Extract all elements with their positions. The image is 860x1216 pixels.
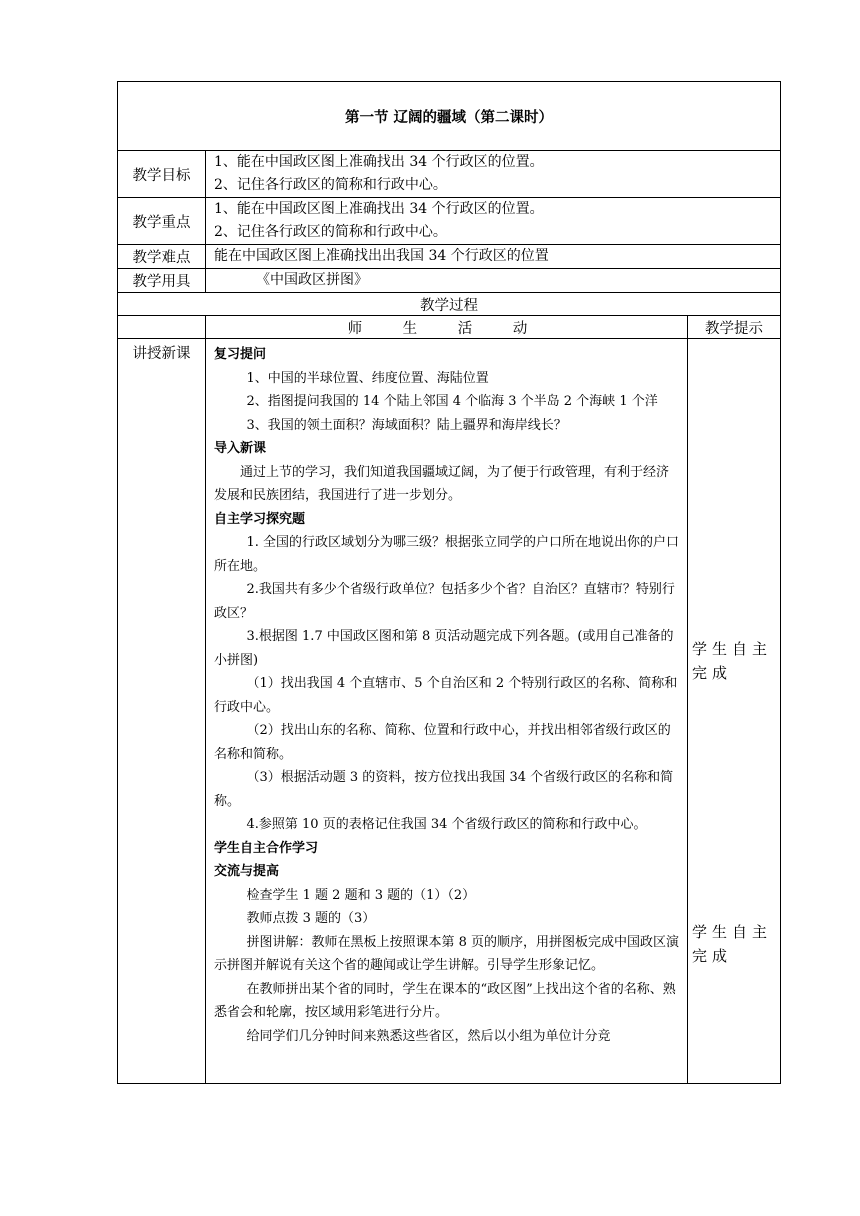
- exchange-item: 教师点拨 3 题的（3）: [246, 911, 376, 926]
- coop-heading: 学生自主合作学习: [214, 840, 319, 856]
- exchange-item: 在教师拼出某个省的同时，学生在课本的“政区图”上找出这个省的名称、熟悉省会和轮廓，按区域用彩笔进行分片。: [214, 981, 676, 1020]
- key-points-line: 2、记住各行政区的简称和行政中心。: [214, 224, 447, 240]
- key-points-line: 1、能在中国政区图上准确找出 34 个行政区的位置。: [214, 201, 544, 217]
- difficulty-label: 教学难点: [118, 245, 206, 269]
- hint-note: 学生自主完成: [692, 923, 773, 965]
- review-item: 3、我国的领土面积？海域面积？陆上疆界和海岸线长？: [246, 417, 567, 433]
- exchange-heading: 交流与提高: [214, 864, 280, 879]
- activity-header-text: 师 生 活 动: [347, 320, 546, 337]
- lesson-plan-table: [117, 81, 781, 1084]
- review-heading: 复习提问: [214, 347, 267, 362]
- review-item: 2、指图提问我国的 14 个陆上邻国 4 个临海 3 个半岛 2 个海峡 1 个洋: [246, 394, 658, 409]
- intro-heading: 导入新课: [214, 441, 267, 456]
- review-item: 1、中国的半球位置、纬度位置、海陆位置: [246, 370, 489, 386]
- explore-item: 1. 全国的行政区域划分为哪三级？根据张立同学的户口所在地说出你的户口所在地。: [214, 535, 680, 574]
- goals-line: 2、记住各行政区的简称和行政中心。: [214, 177, 447, 193]
- explore-item: 4.参照第 10 页的表格记住我国 34 个省级行政区的简称和行政中心。: [246, 817, 647, 832]
- exchange-item: 检查学生 1 题 2 题和 3 题的（1）（2）: [246, 887, 476, 903]
- hint-note: 学生自主完成: [692, 640, 773, 682]
- exchange-item: 拼图讲解：教师在黑板上按照课本第 8 页的顺序，用拼图板完成中国政区演示拼图并解说有关这个省的趣闻或让学生讲解。引导学生形象记忆。: [214, 934, 680, 973]
- explore-item: 3.根据图 1.7 中国政区图和第 8 页活动题完成下列各题。(或用自己准备的小拼图): [214, 629, 674, 668]
- difficulty-content: 能在中国政区图上准确找出出我国 34 个行政区的位置: [206, 245, 781, 269]
- header-spacer: [118, 316, 206, 339]
- goals-label: 教学目标: [118, 151, 206, 198]
- sub-item: （2）找出山东的名称、简称、位置和行政中心，并找出相邻省级行政区的名称和简称。: [214, 723, 671, 762]
- explore-heading: 自主学习探究题: [214, 511, 306, 527]
- activity-header: [206, 316, 688, 339]
- explore-item: 2.我国共有多少个省级行政单位？包括多少个省？自治区？直辖市？特别行政区？: [214, 582, 675, 621]
- key-points-label: 教学重点: [118, 198, 206, 245]
- goals-line: 1、能在中国政区图上准确找出 34 个行政区的位置。: [214, 154, 544, 170]
- goals-content: [206, 151, 781, 198]
- hint-column: [688, 339, 781, 1084]
- intro-text: 通过上节的学习，我们知道我国疆域辽阔，为了便于行政管理，有利于经济发展和民族团结，我国进行了进一步划分。: [214, 464, 670, 503]
- sub-item: （1）找出我国 4 个直辖市、5 个自治区和 2 个特别行政区的名称、简称和行政中心。: [214, 676, 678, 715]
- tools-label: 教学用具: [118, 269, 206, 293]
- tools-content: 《中国政区拼图》: [206, 269, 781, 293]
- key-points-content: [206, 198, 781, 245]
- section-label: 讲授新课: [118, 339, 206, 1084]
- lesson-title: 第一节 辽阔的疆域（第二课时）: [118, 82, 781, 151]
- process-header: 教学过程: [118, 293, 781, 316]
- exchange-item: 给同学们几分钟时间来熟悉这些省区，然后以小组为单位计分竞: [246, 1028, 611, 1044]
- sub-item: （3）根据活动题 3 的资料，按方位找出我国 34 个省级行政区的名称和简称。: [214, 770, 674, 809]
- activity-content: [206, 339, 688, 1084]
- hint-header: 教学提示: [688, 316, 781, 339]
